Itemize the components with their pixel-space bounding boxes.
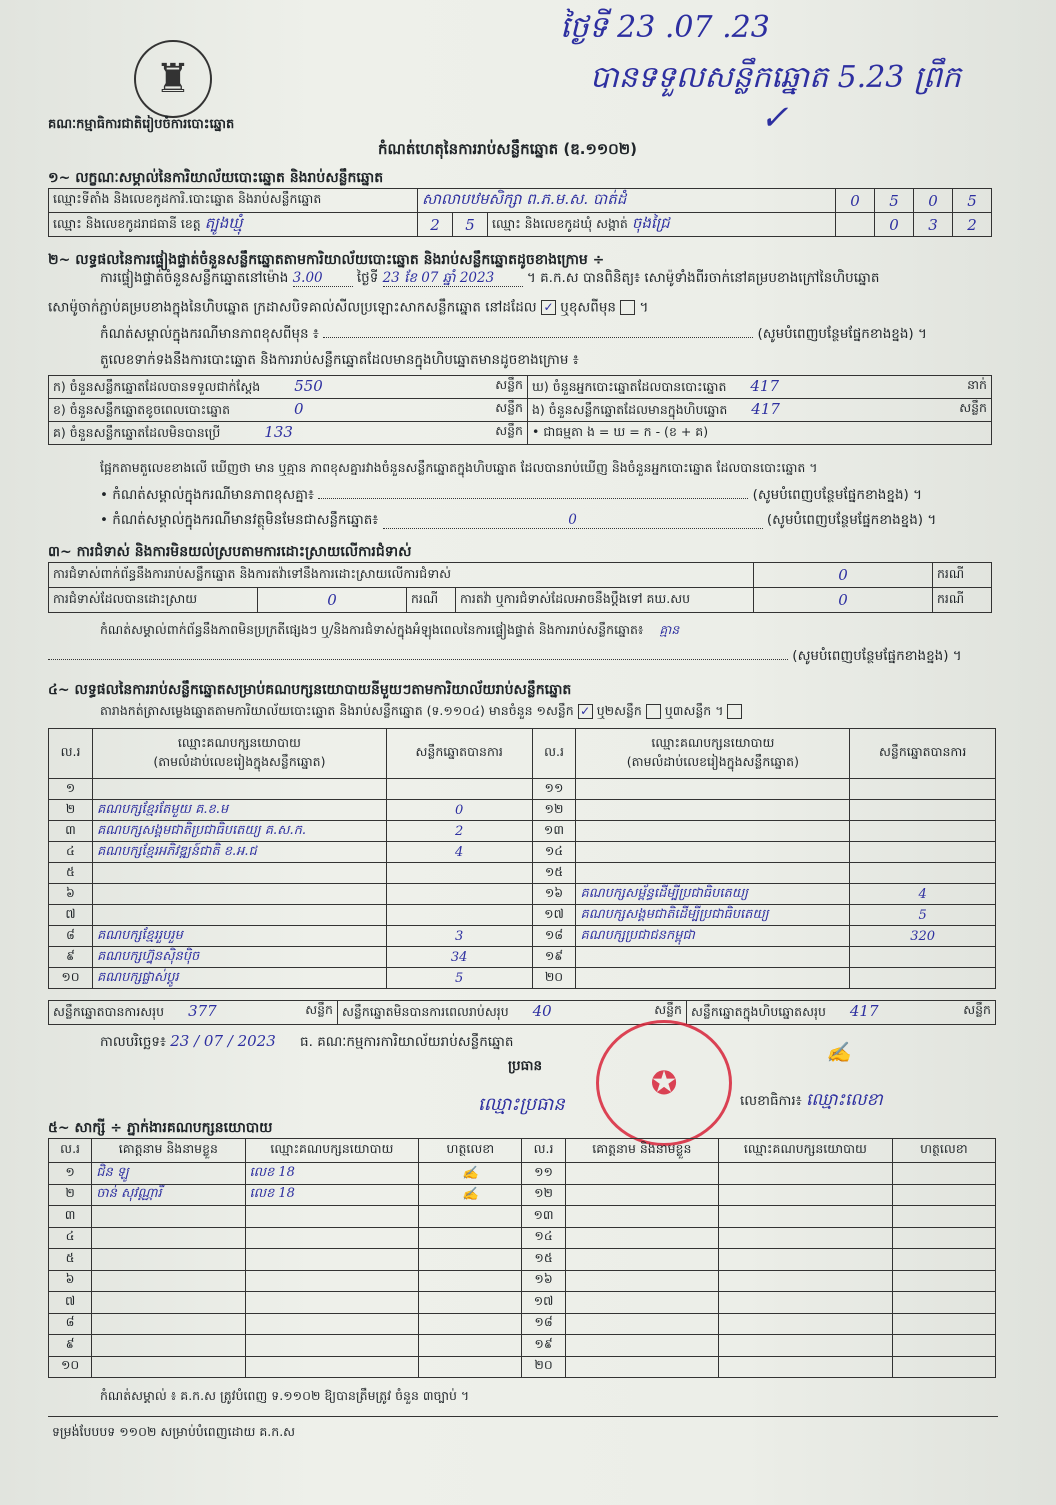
irregularity-continuation: [48, 650, 962, 664]
party-name: [576, 947, 850, 968]
witness-party: [719, 1249, 893, 1271]
witness-no: ៥: [49, 1249, 92, 1271]
location-value: សាលាបឋមសិក្សា ព.ភ.ម.ស. បាត់ដំ: [418, 189, 836, 213]
party-votes: 4: [386, 842, 532, 863]
table-row: [49, 821, 996, 842]
party-no: ១៣: [532, 821, 576, 842]
fill-note-3: (សូមបំពេញបន្ថែមផ្នែកខាងខ្នង) ។: [766, 512, 937, 528]
verification-date-label: ថ្ងៃទី: [356, 270, 379, 286]
section1-title: ១~ លក្ខណៈសម្គាល់នៃការិយាល័យបោះឆ្នោត និងរាប់សន្លឹកឆ្នោត: [48, 170, 384, 186]
witness-no: ១៣: [522, 1206, 565, 1228]
witness-signature: [892, 1313, 995, 1335]
table-row: [49, 1163, 996, 1185]
section4-title: ៤~ លទ្ធផលនៃការរាប់សន្លឹកឆ្នោតសម្រាប់គណបក្សនយោបាយនីមួយៗតាមការិយាល័យរាប់សន្លឹកឆ្នោត: [48, 682, 572, 698]
table-row: [49, 1335, 996, 1357]
col-no-2: ល.រ: [532, 729, 576, 779]
witness-signature: [419, 1356, 522, 1378]
party-name: [92, 884, 386, 905]
witness-no: ១៦: [522, 1270, 565, 1292]
two-sheet-label: ឬ២សន្លឹក: [596, 703, 642, 718]
party-name: គណបក្សខ្មែរអភិវឌ្ឍន៍ជាតិ ខ.អ.ជ: [92, 842, 386, 863]
witness-name: [92, 1292, 245, 1314]
witness-signature: [419, 1270, 522, 1292]
official-seal-icon: ✪: [596, 1020, 732, 1146]
party-name: គណបក្សសង្គមជាតិប្រជាធិបតេយ្យ គ.ស.ក.: [92, 821, 386, 842]
party-no: ១១: [532, 779, 576, 800]
witness-signature: [892, 1227, 995, 1249]
witness-no: ១២: [522, 1184, 565, 1206]
secretary-label: លេខាធិការ៖: [740, 1093, 802, 1109]
witness-no: ១០: [49, 1356, 92, 1378]
party-name: [92, 863, 386, 884]
witness-party: [245, 1270, 419, 1292]
voters-unit: នាក់: [967, 376, 987, 392]
section2-title: ២~ លទ្ធផលនៃការផ្ទៀងផ្ទាត់ចំនួនសន្លឹកឆ្នោតតាមការិយាល័យបោះឆ្នោត និងរាប់សន្លឹកឆ្នោតដូចខាងក្រោម ÷: [48, 252, 605, 268]
party-no: ១៦: [532, 884, 576, 905]
party-no: ២០: [532, 968, 576, 989]
witness-party: លេខ 18: [245, 1163, 419, 1185]
received-value: 550: [294, 376, 323, 395]
commune-code-1: 0: [875, 213, 914, 237]
party-no: ៣: [49, 821, 93, 842]
witness-party: [719, 1184, 893, 1206]
party-no: ១៥: [532, 863, 576, 884]
witness-party: [245, 1249, 419, 1271]
w-col-party-2: ឈ្មោះគណបក្សនយោបាយ: [719, 1139, 893, 1163]
party-votes: [386, 863, 532, 884]
witness-signature: [419, 1335, 522, 1357]
location-code-4: 5: [953, 189, 992, 213]
table-row: [49, 800, 996, 821]
party-votes: [850, 968, 996, 989]
table-row: [49, 1270, 996, 1292]
party-name: គណបក្សសម្ព័ន្ធដើម្បីប្រជាធិបតេយ្យ: [576, 884, 850, 905]
irregularity-note-value: គ្មាន: [659, 622, 680, 637]
foreign-object-label: • កំណត់សម្គាល់ក្នុងករណីមានវត្ថុមិនមែនជាសន្លឹកឆ្នោត៖: [100, 512, 379, 528]
commune-code-3: 2: [953, 213, 992, 237]
party-votes: 320: [850, 926, 996, 947]
table-row: [49, 947, 996, 968]
valid-total: 377: [188, 1002, 217, 1020]
witness-signature: [419, 1227, 522, 1249]
witness-name: ជិន ឡូ: [92, 1163, 245, 1185]
col-votes: សន្លឹកឆ្នោតបានការ: [386, 729, 532, 779]
witness-party: [719, 1335, 893, 1357]
witness-no: ៧: [49, 1292, 92, 1314]
party-votes: [850, 800, 996, 821]
party-votes: [850, 842, 996, 863]
box-total: 417: [849, 1002, 879, 1020]
objection-label: ការជំទាស់ពាក់ព័ន្ធនឹងការរាប់សន្លឹកឆ្នោត និងការតវ៉ាទៅនឹងការដោះស្រាយលើការជំទាស់: [49, 563, 754, 588]
fill-note-4: (សូមបំពេញបន្ថែមផ្នែកខាងខ្នង) ។: [792, 648, 962, 664]
table-row: [49, 1292, 996, 1314]
witness-party: [245, 1292, 419, 1314]
in-box-unit: សន្លឹក: [959, 399, 987, 415]
party-name: គណបក្សប្រជាជនកម្ពុជា: [576, 926, 850, 947]
party-no: ៩: [49, 947, 93, 968]
party-name: [92, 779, 386, 800]
table-row: [49, 884, 996, 905]
witness-party: [245, 1335, 419, 1357]
totals-table: [48, 1000, 996, 1025]
section3-title: ៣~ ការជំទាស់ និងការមិនយល់ស្របតាមការដោះស្រាយលើការជំទាស់: [48, 544, 412, 560]
witness-name: [565, 1313, 718, 1335]
witness-name: [565, 1227, 718, 1249]
witness-no: ៨: [49, 1313, 92, 1335]
appeal-value: 0: [754, 588, 933, 613]
witness-party: [719, 1313, 893, 1335]
province-code-2: 5: [453, 213, 488, 237]
different-label: ឬខុសពីមុន: [560, 299, 616, 316]
witness-no: ៣: [49, 1206, 92, 1228]
table-row: [49, 842, 996, 863]
party-name: [576, 863, 850, 884]
party-no: ១២: [532, 800, 576, 821]
witness-name: [565, 1356, 718, 1378]
verification-line-2: សោម៉ូចាក់ភ្ជាប់គម្របខាងក្នុងនៃហិបឆ្នោត ក្រដាសបិទគាល់សីលប្រឡោះសាកសន្លឹកឆ្នោត នៅដដែល ✓ ឬខុសពីមុន ។: [48, 299, 649, 316]
formula-note: • ជាធម្មតា ង = ឃ = ក - (ខ + គ): [528, 422, 992, 445]
party-no: ៨: [49, 926, 93, 947]
party-no: ២: [49, 800, 93, 821]
spoiled-label: ខ) ចំនួនសន្លឹកឆ្នោតខូចពេលបោះឆ្នោត: [53, 401, 231, 417]
valid-total-label: សន្លឹកឆ្នោតបានការសរុប: [53, 1004, 165, 1019]
witness-signature: ✍: [419, 1184, 522, 1206]
in-box-value: 417: [751, 399, 780, 418]
col-votes-2: សន្លឹកឆ្នោតបានការ: [850, 729, 996, 779]
location-table: [48, 188, 992, 237]
box-total-label: សន្លឹកឆ្នោតក្នុងហិបឆ្នោតសរុប: [691, 1004, 826, 1019]
committee-label: ធ. គណៈកម្មការការិយាល័យរាប់សន្លឹកឆ្នោត: [300, 1034, 514, 1050]
table-row: [49, 863, 996, 884]
witness-name: [565, 1184, 718, 1206]
secretary-initial: ✍: [826, 1040, 851, 1064]
party-votes: [850, 947, 996, 968]
witness-name: [92, 1270, 245, 1292]
date-line: [100, 1034, 513, 1050]
witness-no: ៩: [49, 1335, 92, 1357]
witness-name: [565, 1249, 718, 1271]
chair-signature: ឈ្មោះប្រធាន: [478, 1094, 565, 1115]
witness-name: [92, 1335, 245, 1357]
witness-no: ៤: [49, 1227, 92, 1249]
discrepancy-statement: ផ្អែកតាមតួលេខខាងលើ ឃើញថា មាន ឬគ្មាន ភាពខុសគ្នារវាងចំនួនសន្លឹកឆ្នោតក្នុងហិបឆ្នោត ដែលបានរាប់ឃើញ និងចំនួនអ្នកបោះឆ្នោត ដែលបានបោះឆ្នោត ។: [100, 460, 818, 475]
witness-party: [245, 1206, 419, 1228]
table-row: [49, 1249, 996, 1271]
verification-date: 23 ខែ 07 ឆ្នាំ 2023: [383, 272, 523, 287]
party-votes: [386, 779, 532, 800]
witness-table: [48, 1138, 996, 1378]
witness-name: [92, 1206, 245, 1228]
party-no: ៤: [49, 842, 93, 863]
table-row: [49, 905, 996, 926]
witness-signature: [892, 1163, 995, 1185]
secretary-line: [740, 1092, 883, 1109]
party-no: ១: [49, 779, 93, 800]
witness-name: [565, 1292, 718, 1314]
witness-party: [719, 1292, 893, 1314]
date-label: កាលបរិច្ឆេទ៖: [100, 1034, 166, 1050]
party-votes: [386, 905, 532, 926]
party-no: ១៨: [532, 926, 576, 947]
figures-intro: តួលេខទាក់ទងនឹងការបោះឆ្នោត និងការរាប់សន្លឹកឆ្នោតដែលមានក្នុងហិបឆ្នោតមានដូចខាងក្រោម ៖: [100, 352, 579, 368]
voters-label: ឃ) ចំនួនអ្នកបោះឆ្នោតដែលបានបោះឆ្នោត: [532, 378, 727, 394]
invalid-total: 40: [532, 1002, 552, 1020]
party-name: [576, 968, 850, 989]
witness-party: [245, 1313, 419, 1335]
province-label: ឈ្មោះ និងលេខកូដរាជធានី ខេត្ត: [53, 215, 201, 231]
discrepancy-note-label: • កំណត់សម្គាល់ក្នុងករណីមានភាពខុសគ្នា៖: [100, 487, 314, 503]
verification-time: 3.00: [293, 272, 353, 287]
w-col-sig: ហត្ថលេខា: [419, 1139, 522, 1163]
party-name: គណបក្សខ្មែររួបរួម: [92, 926, 386, 947]
witness-party: [719, 1227, 893, 1249]
tally-sheet-text: តារាងកត់ត្រាសម្លេងឆ្នោតតាមការិយាល័យបោះឆ្នោត និងរាប់សន្លឹកឆ្នោត (ទ.១១០៤) មានចំនួន ១សន្លឹក: [100, 703, 574, 718]
handwritten-received-note: បានទទួលសន្លឹកឆ្នោត 5.23 ព្រឹក: [590, 60, 961, 95]
discrepancy-note-line: [100, 489, 922, 503]
party-name: [576, 842, 850, 863]
province-code-1: 2: [418, 213, 453, 237]
witness-name: [92, 1313, 245, 1335]
handwritten-date-note: ថ្ងៃទី 23 .07 .23: [560, 10, 770, 45]
col-party-2: ឈ្មោះគណបក្សនយោបាយ (តាមលំដាប់លេខរៀងក្នុងសន្លឹកឆ្នោត): [576, 729, 850, 779]
difference-note-line: [100, 328, 927, 342]
witness-no: ២: [49, 1184, 92, 1206]
fill-note: (សូមបំពេញបន្ថែមផ្នែកខាងខ្នង) ។: [757, 326, 927, 342]
commune-code-2: 3: [914, 213, 953, 237]
witness-no: ១៨: [522, 1313, 565, 1335]
foreign-object-note-line: [100, 514, 936, 529]
witness-party: [719, 1270, 893, 1292]
party-votes: 5: [386, 968, 532, 989]
party-votes: [850, 821, 996, 842]
witness-name: [565, 1335, 718, 1357]
page-title: កំណត់ហេតុនៃការរាប់សន្លឹកឆ្នោត (ឌ.១១០២): [378, 140, 638, 158]
received-label: ក) ចំនួនសន្លឹកឆ្នោតដែលបានទទួលជាក់ស្តែង: [53, 378, 261, 394]
verification-time-label: ការផ្ទៀងផ្ទាត់ចំនួនសន្លឹកឆ្នោតនៅម៉ោង: [100, 270, 289, 286]
witness-signature: [892, 1292, 995, 1314]
witness-name: [92, 1227, 245, 1249]
w-col-no-2: ល.រ: [522, 1139, 565, 1163]
voters-value: 417: [750, 376, 780, 395]
secretary-signature: ឈ្មោះលេខា: [805, 1090, 883, 1110]
table-row: [49, 1227, 996, 1249]
resolved-label: ការជំទាស់ដែលបានដោះស្រាយ: [49, 588, 258, 613]
party-no: ៥: [49, 863, 93, 884]
org-name: គណៈកម្មាធិការជាតិរៀបចំការបោះឆ្នោត: [48, 117, 235, 132]
unused-unit: សន្លឹក: [495, 422, 523, 438]
footer-note: កំណត់សម្គាល់ ៖ គ.ក.ស ត្រូវបំពេញ ទ.១១០២ ឱ្យបានត្រឹមត្រូវ ចំនួន ៣ច្បាប់ ។: [100, 1388, 470, 1403]
party-name: គណបក្សហ្វ៊ុនស៊ិនប៉ិច: [92, 947, 386, 968]
received-unit: សន្លឹក: [495, 376, 523, 392]
party-votes: [386, 884, 532, 905]
seal-status-text: សោម៉ូចាក់ភ្ជាប់គម្របខាងក្នុងនៃហិបឆ្នោត ក្រដាសបិទគាល់សីលប្រឡោះសាកសន្លឹកឆ្នោត នៅដដែល: [48, 299, 537, 316]
party-votes: 5: [850, 905, 996, 926]
party-name: គណបក្សផ្លាស់ប្តូរ: [92, 968, 386, 989]
spoiled-unit: សន្លឹក: [495, 399, 523, 415]
handwritten-initial: ✓: [760, 98, 789, 138]
party-name: [92, 905, 386, 926]
objection-value: 0: [754, 563, 933, 588]
resolved-value: 0: [258, 588, 407, 613]
party-no: ១០: [49, 968, 93, 989]
party-no: ៦: [49, 884, 93, 905]
commune-value: ចុងជ្រៃ: [631, 213, 670, 232]
fill-note-2: (សូមបំពេញបន្ថែមផ្នែកខាងខ្នង) ។: [752, 487, 922, 503]
valid-total-unit: សន្លឹក: [305, 1002, 333, 1017]
witness-name: [565, 1163, 718, 1185]
objection-unit: ករណី: [933, 563, 992, 588]
party-no: ១៤: [532, 842, 576, 863]
witness-signature: ✍: [419, 1163, 522, 1185]
witness-name: [92, 1356, 245, 1378]
in-box-label: ង) ចំនួនសន្លឹកឆ្នោតដែលមានក្នុងហិបឆ្នោត: [532, 401, 728, 417]
w-col-name: គោត្តនាម និងនាមខ្លួន: [92, 1139, 245, 1163]
witness-party: លេខ 18: [245, 1184, 419, 1206]
witness-party: [719, 1163, 893, 1185]
witness-signature: [419, 1313, 522, 1335]
different-checkbox[interactable]: [620, 300, 635, 315]
col-no: ល.រ: [49, 729, 93, 779]
party-votes: [850, 863, 996, 884]
objection-table: [48, 562, 992, 613]
col-party: ឈ្មោះគណបក្សនយោបាយ (តាមលំដាប់លេខរៀងក្នុងសន្លឹកឆ្នោត): [92, 729, 386, 779]
form-footer: ទម្រង់បែបបទ ១១០២ សម្រាប់បំពេញដោយ គ.ក.ស: [52, 1424, 296, 1439]
witness-name: [565, 1270, 718, 1292]
witness-party: [245, 1227, 419, 1249]
witness-no: ១៤: [522, 1227, 565, 1249]
w-col-no: ល.រ: [49, 1139, 92, 1163]
party-no: ១៧: [532, 905, 576, 926]
w-col-name-2: គោត្តនាម និងនាមខ្លួន: [565, 1139, 718, 1163]
witness-no: ១៩: [522, 1335, 565, 1357]
unused-label: គ) ចំនួនសន្លឹកឆ្នោតដែលមិនបានប្រើ: [53, 424, 221, 440]
table-row: [49, 1206, 996, 1228]
witness-party: [245, 1356, 419, 1378]
witness-signature: [892, 1356, 995, 1378]
witness-signature: [892, 1249, 995, 1271]
witness-no: ១១: [522, 1163, 565, 1185]
witness-name: [565, 1206, 718, 1228]
witness-no: ១៧: [522, 1292, 565, 1314]
witness-no: ២០: [522, 1356, 565, 1378]
tally-sheet-line: [100, 704, 742, 719]
province-value: ត្បូងឃ្មុំ: [204, 213, 243, 232]
foreign-object-value: 0: [383, 514, 763, 529]
party-votes: 34: [386, 947, 532, 968]
party-name: [576, 821, 850, 842]
table-row: [49, 1356, 996, 1378]
appeal-unit: ករណី: [933, 588, 992, 613]
w-col-party: ឈ្មោះគណបក្សនយោបាយ: [245, 1139, 419, 1163]
location-code-3: 0: [914, 189, 953, 213]
three-sheet-checkbox[interactable]: [727, 704, 742, 719]
invalid-total-unit: សន្លឹក: [654, 1002, 682, 1017]
witness-no: ១៥: [522, 1249, 565, 1271]
party-name: [576, 800, 850, 821]
party-votes: 3: [386, 926, 532, 947]
witness-party: [719, 1356, 893, 1378]
location-code-1: 0: [836, 189, 875, 213]
party-no: ៧: [49, 905, 93, 926]
invalid-total-label: សន្លឹកឆ្នោតមិនបានការពេលរាប់សរុប: [342, 1004, 509, 1019]
witness-no: ៦: [49, 1270, 92, 1292]
witness-signature: [892, 1270, 995, 1292]
appeal-label: ការតវ៉ា ឬការជំទាស់ដែលអាចនឹងប្តឹងទៅ គឃ.សប: [456, 588, 754, 613]
table-row: [49, 968, 996, 989]
party-name: [576, 779, 850, 800]
three-sheet-label: ឬ៣សន្លឹក ។: [664, 703, 724, 718]
verification-line-1: [100, 272, 879, 287]
table-row: [49, 779, 996, 800]
witness-signature: [419, 1249, 522, 1271]
verification-text: ។ គ.ក.ស បានពិនិត្យ៖ សោម៉ូទាំងពីរចាក់នៅគម្របខាងក្រៅនៃហិបឆ្នោត: [526, 270, 880, 286]
location-label: ឈ្មោះទីតាំង និងលេខកូដការិ.បោះឆ្នោត និងរាប់សន្លឹកឆ្នោត: [49, 189, 418, 213]
date-value: 23 / 07 / 2023: [170, 1032, 276, 1050]
witness-signature: [892, 1335, 995, 1357]
party-votes: [850, 779, 996, 800]
commune-label: ឈ្មោះ និងលេខកូដឃុំ សង្កាត់: [492, 215, 628, 231]
witness-name: ចាន់ សុវណ្ណារី: [92, 1184, 245, 1206]
witness-signature: [892, 1184, 995, 1206]
irregularity-note-line: [100, 624, 679, 637]
box-total-unit: សន្លឹក: [963, 1002, 991, 1017]
witness-signature: [419, 1292, 522, 1314]
witness-signature: [419, 1206, 522, 1228]
same-checkbox[interactable]: ✓: [541, 300, 556, 315]
party-votes: 0: [386, 800, 532, 821]
party-votes: 4: [850, 884, 996, 905]
spoiled-value: 0: [294, 399, 304, 418]
party-results-table: [48, 728, 996, 989]
party-votes: 2: [386, 821, 532, 842]
two-sheet-checkbox[interactable]: [646, 704, 661, 719]
ballot-figures-table: [48, 375, 992, 445]
unused-value: 133: [264, 422, 293, 441]
witness-signature: [892, 1206, 995, 1228]
irregularity-note-label: កំណត់សម្គាល់ពាក់ព័ន្ធនឹងភាពមិនប្រក្រតីផ្សេងៗ ឬ/និងការជំទាស់ក្នុងអំឡុងពេលនៃការផ្ទៀងផ្ទាត់ និងការរាប់សន្លឹកឆ្នោត៖: [100, 622, 644, 637]
party-name: គណបក្សសង្គមជាតិដើម្បីប្រជាធិបតេយ្យ: [576, 905, 850, 926]
emblem-icon: ♜: [134, 40, 212, 118]
party-no: ១៩: [532, 947, 576, 968]
party-name: គណបក្សខ្មែរតែមួយ គ.ខ.ម: [92, 800, 386, 821]
w-col-sig-2: ហត្ថលេខា: [892, 1139, 995, 1163]
table-row: [49, 926, 996, 947]
table-row: [49, 1313, 996, 1335]
table-row: [49, 1184, 996, 1206]
witness-name: [92, 1249, 245, 1271]
one-sheet-checkbox[interactable]: ✓: [578, 704, 593, 719]
difference-note-label: កំណត់សម្គាល់ក្នុងករណីមានភាពខុសពីមុន ៖: [100, 326, 319, 342]
section5-title: ៥~ សាក្សី ÷ ភ្នាក់ងារគណបក្សនយោបាយ: [48, 1120, 273, 1136]
witness-no: ១: [49, 1163, 92, 1185]
location-code-2: 5: [875, 189, 914, 213]
chair-label: ប្រធាន: [508, 1058, 543, 1074]
witness-party: [719, 1206, 893, 1228]
resolved-unit: ករណី: [407, 588, 456, 613]
